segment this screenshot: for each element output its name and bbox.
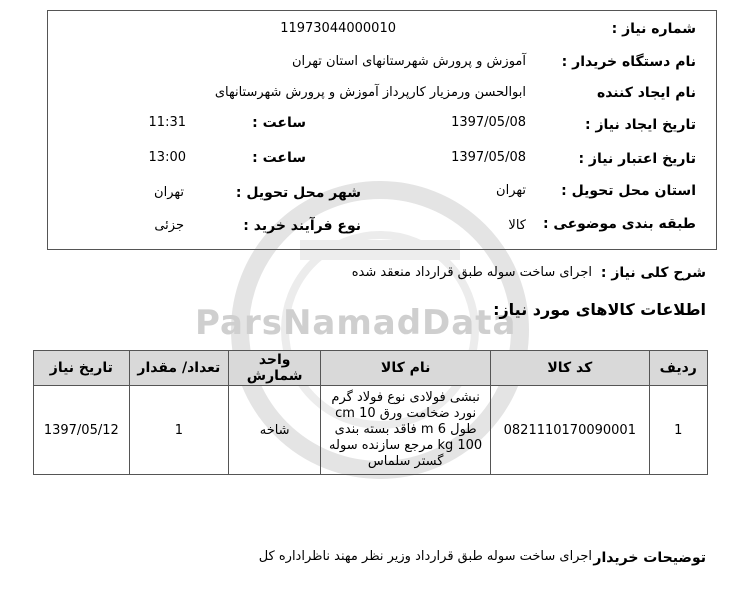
- cell-date: 1397/05/12: [34, 386, 130, 475]
- province-label: استان محل تحویل :: [561, 183, 696, 199]
- buyer-notes-label: توضیحات خریدار: [593, 550, 706, 566]
- need-number-label: شماره نیاز :: [611, 21, 696, 37]
- buyer-notes-text: اجرای ساخت سوله طبق قرارداد وزیر نظر مهند ناظراداره کل: [258, 549, 592, 564]
- city: تهران: [154, 185, 184, 200]
- created-date-label: تاریخ ایجاد نیاز :: [584, 117, 696, 133]
- col-header-unit: واحد شمارش: [229, 351, 321, 386]
- table-row: [34, 386, 708, 475]
- creator: ابوالحسن ورمزیار کارپرداز آموزش و پرورش شهرستانهای: [214, 85, 526, 100]
- valid-date: 1397/05/08: [451, 150, 526, 165]
- purchase-type-label: نوع فرآیند خرید :: [243, 218, 361, 234]
- need-number: 11973044000010: [280, 21, 396, 36]
- need-info-box: [47, 10, 717, 250]
- buyer-org-label: نام دستگاه خریدار :: [561, 54, 696, 70]
- category: کالا: [508, 218, 526, 233]
- cell-name: نبشی فولادی نوع فولاد گرم نورد ضخامت ورق 10 cm طول 6 m فاقد بسته بندی 100 kg مرجع سازنده سوله گستر سلماس: [321, 386, 491, 475]
- cell-code: 0821110170090001: [491, 386, 649, 475]
- col-header-row-number: ردیف: [649, 351, 707, 386]
- summary-text: اجرای ساخت سوله طبق قرارداد منعقد شده: [351, 265, 592, 280]
- col-header-name: نام کالا: [321, 351, 491, 386]
- col-header-qty: تعداد/ مقدار: [129, 351, 228, 386]
- summary-label: شرح کلی نیاز :: [600, 265, 706, 281]
- table-header-row: [34, 351, 708, 386]
- col-header-date: تاریخ نیاز: [34, 351, 130, 386]
- watermark-brand: ParsNamadData: [195, 303, 517, 343]
- col-header-code: کد کالا: [491, 351, 649, 386]
- cell-row-number: 1: [649, 386, 707, 475]
- valid-date-label: تاریخ اعتبار نیاز :: [578, 151, 696, 167]
- created-time: 11:31: [148, 115, 186, 130]
- creator-label: نام ایجاد کننده: [596, 85, 696, 101]
- goods-section-title: اطلاعات کالاهای مورد نیاز:: [493, 300, 706, 319]
- cell-qty: 1: [129, 386, 228, 475]
- created-time-label: ساعت :: [252, 115, 306, 131]
- valid-time: 13:00: [148, 150, 186, 165]
- goods-table: [33, 350, 708, 475]
- city-label: شهر محل تحویل :: [235, 185, 361, 201]
- valid-time-label: ساعت :: [252, 150, 306, 166]
- province: تهران: [496, 183, 526, 198]
- cell-unit: شاخه: [229, 386, 321, 475]
- created-date: 1397/05/08: [451, 115, 526, 130]
- purchase-type: جزئی: [154, 218, 184, 233]
- category-label: طبقه بندی موضوعی :: [542, 216, 696, 232]
- buyer-org: آموزش و پرورش شهرستانهای استان تهران: [291, 54, 526, 69]
